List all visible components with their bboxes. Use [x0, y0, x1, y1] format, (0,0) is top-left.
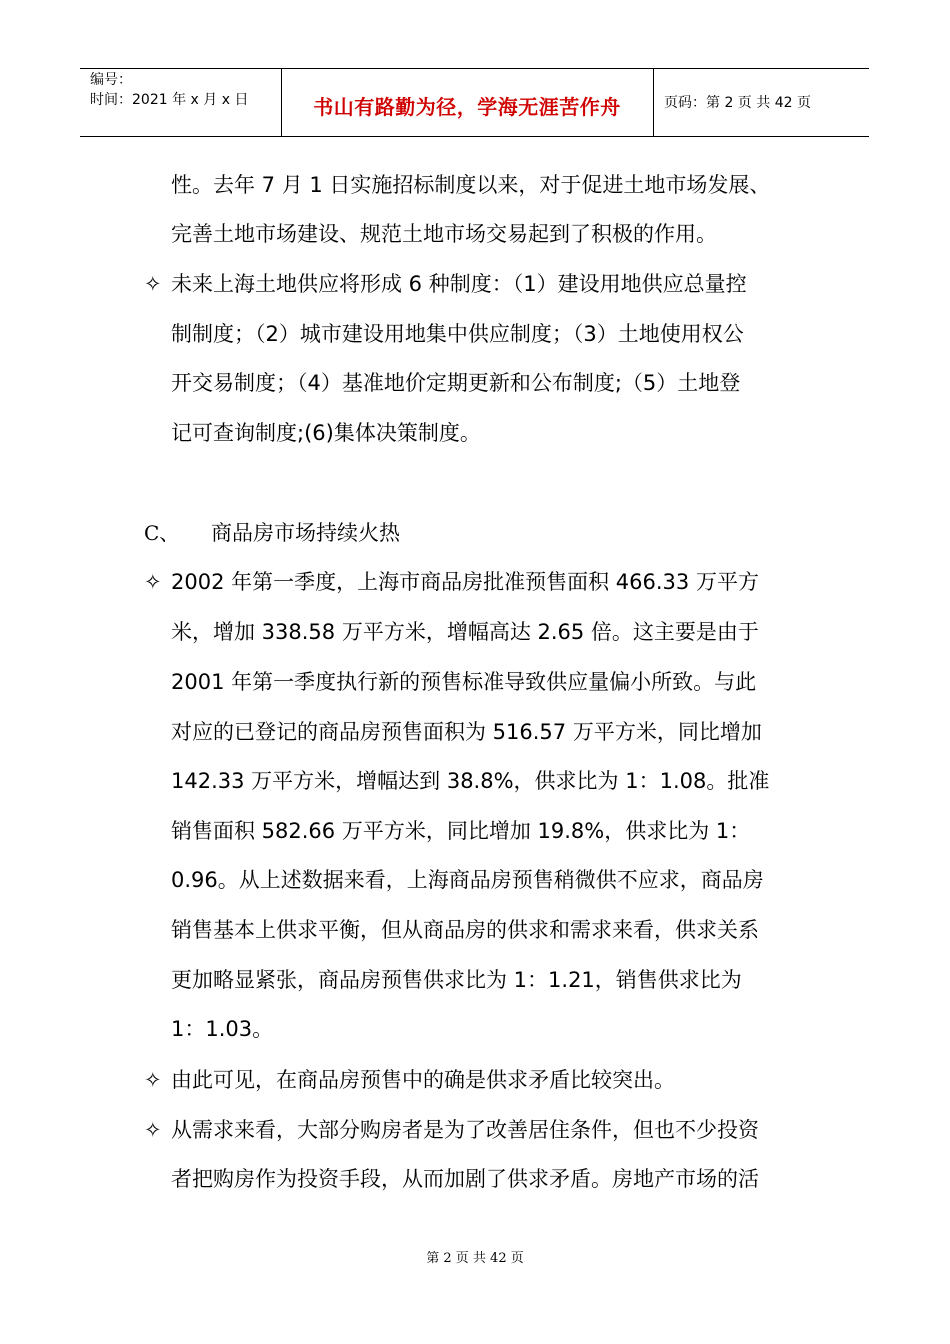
header-page-info: 页码：第 2 页 共 42 页: [664, 95, 811, 111]
paragraph-line: 制制度；（2）城市建设用地集中供应制度；（3）土地使用权公: [171, 322, 744, 346]
paragraph-line: 更加略显紧张，商品房预售供求比为 1：1.21，销售供求比为: [171, 968, 742, 992]
paragraph-line: 从需求来看，大部分购房者是为了改善居住条件，但也不少投资: [171, 1118, 759, 1142]
serial-number-label: 编号：: [90, 72, 132, 88]
paragraph-line: 开交易制度；（4）基准地价定期更新和公布制度;（5）土地登: [171, 371, 741, 395]
paragraph-line: 销售基本上供求平衡，但从商品房的供求和需求来看，供求关系: [171, 918, 759, 942]
paragraph-line: 米，增加 338.58 万平方米，增幅高达 2.65 倍。这主要是由于: [171, 620, 759, 644]
paragraph-line: 0.96。从上述数据来看，上海商品房预售稍微供不应求，商品房: [171, 868, 764, 892]
paragraph-line: 2001 年第一季度执行新的预售标准导致供应量偏小所致。与此: [171, 670, 757, 694]
header-divider: [653, 69, 654, 136]
header-motto: 书山有路勤为径，学海无涯苦作舟: [313, 95, 621, 119]
section-letter: C、: [144, 521, 180, 545]
paragraph-line: 完善土地市场建设、规范土地市场交易起到了积极的作用。: [171, 222, 717, 246]
date-label: 时间：2021 年 x 月 x 日: [90, 92, 249, 108]
paragraph-line: 1：1.03。: [171, 1017, 274, 1041]
page-header: [80, 68, 869, 137]
page-footer: 第 2 页 共 42 页: [426, 1251, 524, 1266]
bullet-icon: ✧: [144, 1068, 162, 1092]
paragraph-line: 性。去年 7 月 1 日实施招标制度以来，对于促进土地市场发展、: [171, 173, 771, 197]
bullet-icon: ✧: [144, 1118, 162, 1142]
bullet-icon: ✧: [144, 570, 162, 594]
paragraph-line: 记可查询制度;(6)集体决策制度。: [171, 421, 481, 445]
paragraph-line: 者把购房作为投资手段，从而加剧了供求矛盾。房地产市场的活: [171, 1167, 759, 1191]
paragraph-line: 未来上海土地供应将形成 6 种制度：（1）建设用地供应总量控: [171, 272, 747, 296]
paragraph-line: 142.33 万平方米，增幅达到 38.8%，供求比为 1：1.08。批准: [171, 769, 770, 793]
paragraph-line: 对应的已登记的商品房预售面积为 516.57 万平方米，同比增加: [171, 720, 762, 744]
bullet-icon: ✧: [144, 272, 162, 296]
paragraph-line: 销售面积 582.66 万平方米，同比增加 19.8%，供求比为 1：: [171, 819, 751, 843]
section-title: 商品房市场持续火热: [211, 521, 400, 545]
paragraph-line: 由此可见，在商品房预售中的确是供求矛盾比较突出。: [171, 1068, 675, 1092]
paragraph-line: 2002 年第一季度，上海市商品房批准预售面积 466.33 万平方: [171, 570, 759, 594]
